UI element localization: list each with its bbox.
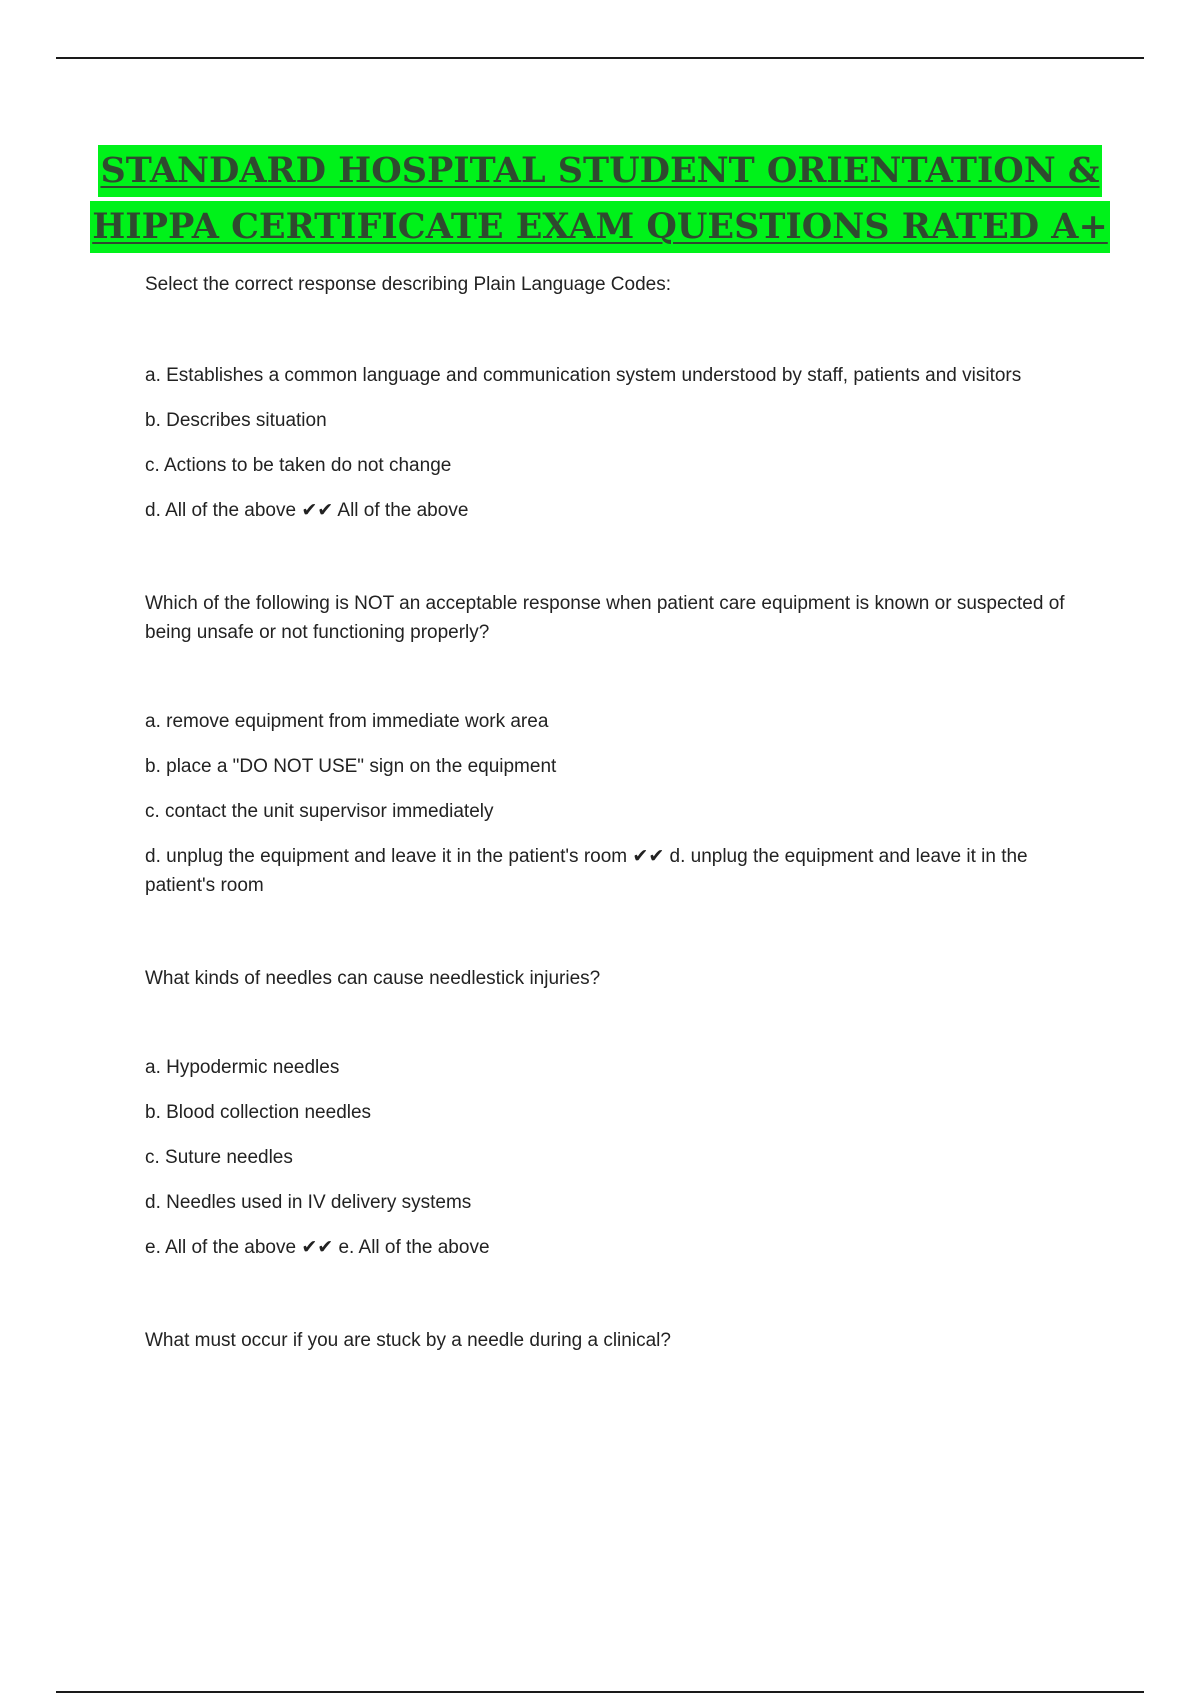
title-line-1: STANDARD HOSPITAL STUDENT ORIENTATION & xyxy=(98,145,1101,197)
option-list xyxy=(145,707,1085,900)
question-text: What kinds of needles can cause needlestick injuries? xyxy=(145,968,601,989)
title-line-2: HIPPA CERTIFICATE EXAM QUESTIONS RATED A+ xyxy=(90,201,1110,253)
option-b: b. Describes situation xyxy=(145,410,327,431)
option-a: a. remove equipment from immediate work area xyxy=(145,711,549,732)
question-block xyxy=(145,964,1085,1262)
question-text: What must occur if you are stuck by a needle during a clinical? xyxy=(145,1330,671,1351)
option-b: b. place a "DO NOT USE" sign on the equipment xyxy=(145,756,557,777)
option-list xyxy=(145,361,1085,525)
option-d: d. Needles used in IV delivery systems xyxy=(145,1192,472,1213)
option-d-answer: d. All of the above ✔✔ All of the above xyxy=(145,500,469,521)
option-b: b. Blood collection needles xyxy=(145,1102,372,1123)
option-list xyxy=(145,1053,1085,1262)
option-c: c. Suture needles xyxy=(145,1147,293,1168)
question-block xyxy=(145,1326,1085,1355)
question-block xyxy=(145,589,1085,900)
option-e-answer: e. All of the above ✔✔ e. All of the above xyxy=(145,1237,490,1258)
question-block xyxy=(145,270,1085,525)
option-d-answer: d. unplug the equipment and leave it in the patient's room ✔✔ d. unplug the equipment and leave it in the patient's room xyxy=(145,846,1028,896)
top-rule xyxy=(56,57,1144,59)
option-a: a. Establishes a common language and communication system understood by staff, patients and visitors xyxy=(145,365,1022,386)
question-list xyxy=(145,270,1085,1419)
option-c: c. Actions to be taken do not change xyxy=(145,455,452,476)
document-title xyxy=(0,145,1200,253)
bottom-rule xyxy=(56,1691,1144,1693)
question-text: Select the correct response describing Plain Language Codes: xyxy=(145,274,671,295)
option-c: c. contact the unit supervisor immediately xyxy=(145,801,494,822)
question-text: Which of the following is NOT an acceptable response when patient care equipment is known or suspected of being unsafe or not functioning properly? xyxy=(145,593,1065,643)
option-a: a. Hypodermic needles xyxy=(145,1057,340,1078)
